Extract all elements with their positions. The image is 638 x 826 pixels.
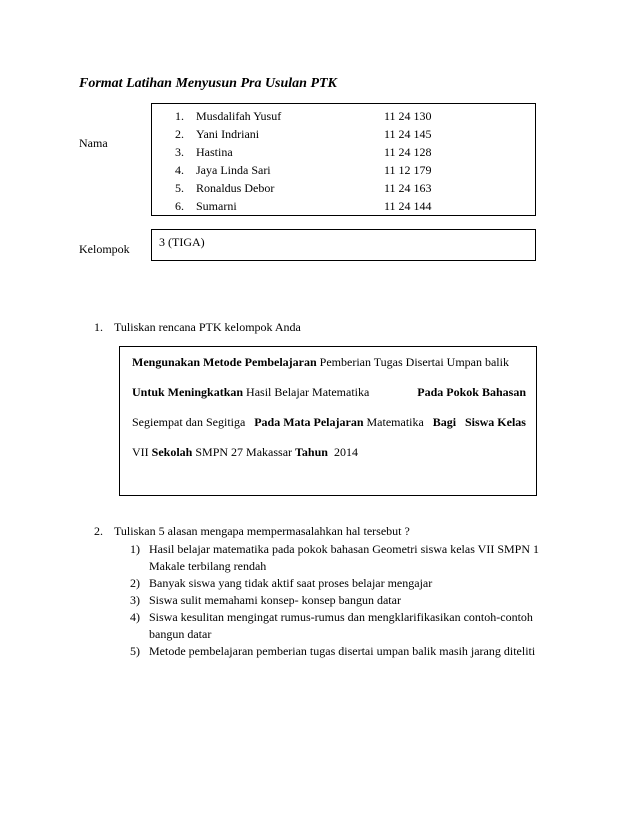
plan-text: Hasil Belajar Matematika <box>243 385 370 399</box>
plan-bold-text: Tahun <box>295 445 328 459</box>
reason-number: 1) <box>130 542 140 556</box>
plan-line <box>132 415 526 430</box>
group-value: 3 (TIGA) <box>159 235 205 249</box>
reason-number: 5) <box>130 644 140 658</box>
ptk-plan-box <box>119 346 537 496</box>
reason-text: Metode pembelajaran pemberian tugas disertai umpan balik masih jarang diteliti <box>149 644 536 658</box>
kelompok-label: Kelompok <box>79 242 130 256</box>
plan-bold-text: Untuk Meningkatkan <box>132 385 244 399</box>
group-box <box>151 229 536 261</box>
question-number: 2. <box>94 524 103 538</box>
member-nim: 11 12 179 <box>384 163 432 177</box>
member-nim: 11 24 144 <box>384 199 432 213</box>
plan-bold-text: Pada Pokok Bahasan <box>417 385 526 399</box>
nama-label: Nama <box>79 136 108 150</box>
reason-number: 3) <box>130 593 140 607</box>
question-text: Tuliskan rencana PTK kelompok Anda <box>114 320 301 334</box>
member-number: 1. <box>175 109 184 123</box>
reason-item <box>130 643 570 660</box>
plan-bold-text: Bagi <box>432 415 457 429</box>
page-title: Format Latihan Menyusun Pra Usulan PTK <box>79 76 337 91</box>
reason-text: Hasil belajar matematika pada pokok bahasan Geometri siswa kelas VII SMPN 1 <box>149 542 540 556</box>
plan-line <box>132 445 526 460</box>
member-name: Hastina <box>196 145 233 159</box>
plan-line <box>132 355 526 370</box>
member-name: Sumarni <box>196 199 237 213</box>
member-name: Jaya Linda Sari <box>196 163 271 177</box>
member-nim: 11 24 130 <box>384 109 432 123</box>
reason-item <box>130 575 570 592</box>
plan-text: SMPN 27 Makassar <box>192 445 296 459</box>
plan-text: Pemberian Tugas Disertai Umpan balik <box>316 355 509 369</box>
member-number: 2. <box>175 127 184 141</box>
reason-text: Banyak siswa yang tidak aktif saat proses belajar mengajar <box>149 576 433 590</box>
reason-item <box>130 541 570 575</box>
plan-bold-text: Sekolah <box>151 445 193 459</box>
question-1 <box>94 320 301 335</box>
plan-bold-text: Mengunakan Metode Pembelajaran <box>132 355 317 369</box>
reason-text: bangun datar <box>149 627 212 641</box>
reason-number: 4) <box>130 610 140 624</box>
reason-item <box>130 592 570 609</box>
question-number: 1. <box>94 320 103 334</box>
plan-text: Segiempat dan Segitiga <box>132 415 246 429</box>
question-text: Tuliskan 5 alasan mengapa mempermasalahkan hal tersebut ? <box>114 524 410 538</box>
reason-text: Makale terbilang rendah <box>149 559 267 573</box>
member-nim: 11 24 128 <box>384 145 432 159</box>
member-name: Musdalifah Yusuf <box>196 109 282 123</box>
reason-text: Siswa sulit memahami konsep- konsep bangun datar <box>149 593 401 607</box>
member-number: 6. <box>175 199 184 213</box>
reason-number: 2) <box>130 576 140 590</box>
plan-bold-text: Pada Mata Pelajaran <box>254 415 364 429</box>
member-number: 5. <box>175 181 184 195</box>
member-name: Yani Indriani <box>196 127 260 141</box>
members-box <box>151 103 536 216</box>
member-nim: 11 24 145 <box>384 127 432 141</box>
reason-text: Siswa kesulitan mengingat rumus-rumus dan mengklarifikasikan contoh-contoh <box>149 610 533 624</box>
member-nim: 11 24 163 <box>384 181 432 195</box>
member-number: 4. <box>175 163 184 177</box>
plan-text: 2014 <box>327 445 358 459</box>
plan-text: VII <box>132 445 152 459</box>
plan-bold-text: Siswa Kelas <box>464 415 526 429</box>
plan-line <box>132 385 526 400</box>
member-number: 3. <box>175 145 184 159</box>
question-2 <box>94 524 410 539</box>
plan-text: Matematika <box>363 415 424 429</box>
reason-item <box>130 609 570 643</box>
member-name: Ronaldus Debor <box>196 181 275 195</box>
